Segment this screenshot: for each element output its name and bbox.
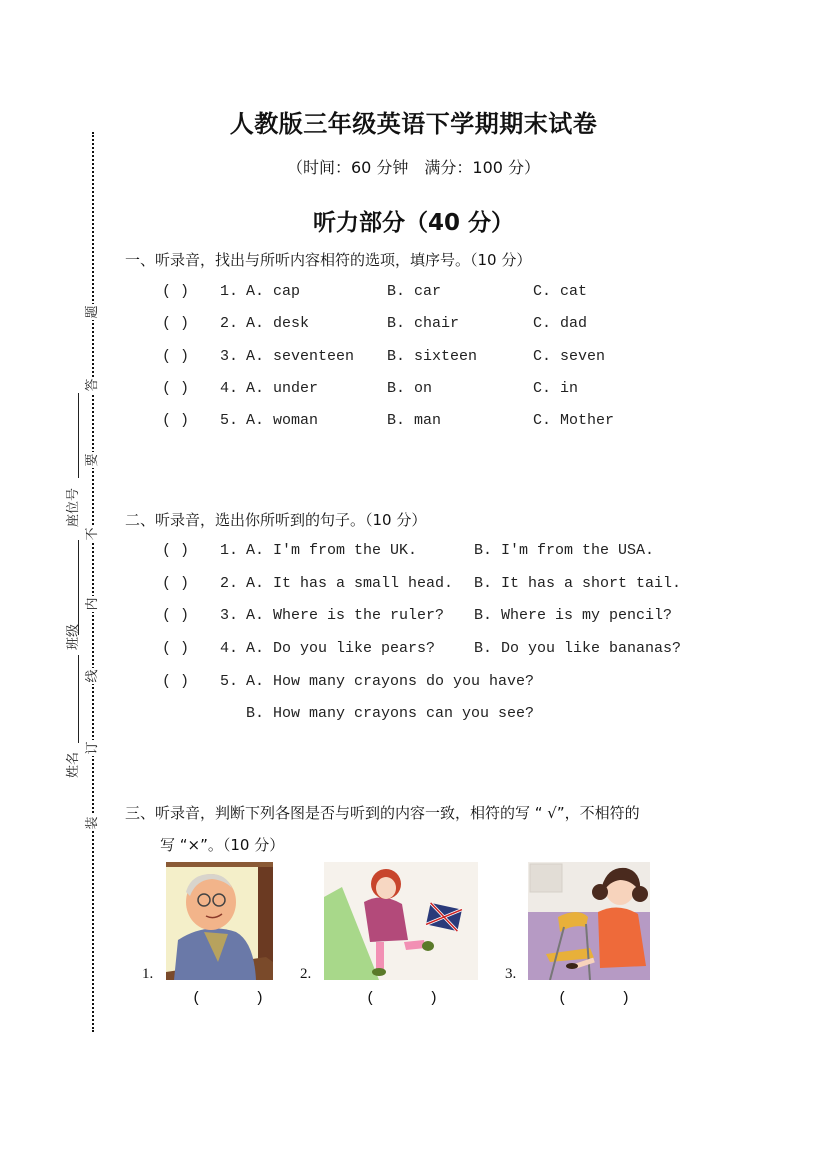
part3-heading-cont: 写 “×”。（10 分）	[160, 836, 285, 854]
binding-char: 线	[85, 669, 100, 683]
exam-subtitle: （时间：60 分钟 满分：100 分）	[286, 158, 541, 177]
option-c: C. dad	[533, 315, 588, 332]
option-c: C. seven	[533, 348, 606, 365]
binding-dotted-line	[92, 132, 94, 1032]
option-a: A. Do you like pears?	[246, 640, 436, 657]
answer-blank[interactable]: ( )	[162, 542, 190, 559]
item-number: 4.	[220, 380, 239, 397]
answer-blank[interactable]: ( )	[162, 575, 190, 592]
part2-heading: 二、听录音，选出你所听到的句子。（10 分）	[125, 511, 427, 529]
picture-girl-flag	[324, 862, 478, 980]
option-b: B. I'm from the USA.	[474, 542, 655, 559]
option-a: A. It has a small head.	[246, 575, 454, 592]
option-b: B. Where is my pencil?	[474, 607, 673, 624]
class-line[interactable]	[78, 540, 79, 635]
option-a: A. desk	[246, 315, 310, 332]
option-a: A. How many crayons do you have?	[246, 673, 535, 690]
option-b: B. Do you like bananas?	[474, 640, 682, 657]
part1-heading: 一、听录音，找出与所听内容相符的选项，填序号。（10 分）	[125, 251, 532, 269]
option-b: B. on	[387, 380, 433, 397]
picture-number: 2.	[300, 966, 312, 982]
answer-blank[interactable]: ( )	[162, 348, 190, 365]
name-line[interactable]	[78, 655, 79, 743]
answer-blank[interactable]: ( )	[162, 607, 190, 624]
girl-chair-illustration	[528, 862, 650, 980]
answer-blank[interactable]: ( )	[162, 640, 190, 657]
answer-blank[interactable]: ( )	[162, 380, 190, 397]
option-a: A. seventeen	[246, 348, 355, 365]
name-label: 姓名	[66, 751, 81, 778]
item-number: 2.	[220, 315, 239, 332]
option-b: B. car	[387, 283, 442, 300]
grandpa-illustration	[166, 862, 273, 980]
picture-number: 3.	[505, 966, 517, 982]
item-number: 4.	[220, 640, 239, 657]
binding-char: 内	[85, 597, 100, 611]
option-b: B. chair	[387, 315, 460, 332]
picture-answer-blank[interactable]: ( )	[366, 990, 439, 1007]
binding-char: 要	[85, 453, 100, 467]
binding-char: 题	[85, 305, 100, 319]
item-number: 1.	[220, 542, 239, 559]
option-b: B. man	[387, 412, 442, 429]
binding-char: 不	[85, 527, 100, 541]
answer-blank[interactable]: ( )	[162, 315, 190, 332]
option-c: C. cat	[533, 283, 588, 300]
option-a: A. woman	[246, 412, 319, 429]
seat-number-label: 座位号	[66, 487, 81, 527]
binding-char: 答	[85, 378, 100, 392]
picture-number: 1.	[142, 966, 154, 982]
picture-answer-blank[interactable]: ( )	[558, 990, 631, 1007]
option-a: A. Where is the ruler?	[246, 607, 445, 624]
answer-blank[interactable]: ( )	[162, 673, 190, 690]
item-number: 1.	[220, 283, 239, 300]
answer-blank[interactable]: ( )	[162, 283, 190, 300]
seat-number-line[interactable]	[78, 393, 79, 478]
class-label: 班级	[66, 623, 81, 650]
item-number: 5.	[220, 412, 239, 429]
section-title: 听力部分（40 分）	[312, 210, 514, 236]
item-number: 3.	[220, 348, 239, 365]
picture-answer-blank[interactable]: ( )	[192, 990, 265, 1007]
option-a: A. under	[246, 380, 319, 397]
option-a: A. I'm from the UK.	[246, 542, 418, 559]
binding-char: 订	[85, 741, 100, 755]
item-number: 3.	[220, 607, 239, 624]
picture-girl-chair	[528, 862, 650, 980]
option-b: B. sixteen	[387, 348, 478, 365]
item-number: 5.	[220, 673, 239, 690]
binding-char: 装	[85, 816, 100, 830]
option-c: C. in	[533, 380, 579, 397]
option-a: A. cap	[246, 283, 301, 300]
part3-heading: 三、听录音，判断下列各图是否与听到的内容一致，相符的写 “ √”，不相符的	[125, 804, 640, 822]
item-number: 2.	[220, 575, 239, 592]
exam-title: 人教版三年级英语下学期期末试卷	[229, 110, 598, 138]
picture-grandpa	[166, 862, 273, 980]
option-c: C. Mother	[533, 412, 615, 429]
option-b: B. It has a short tail.	[474, 575, 682, 592]
girl-flag-illustration	[324, 862, 478, 980]
option-b: B. How many crayons can you see?	[246, 705, 535, 722]
answer-blank[interactable]: ( )	[162, 412, 190, 429]
